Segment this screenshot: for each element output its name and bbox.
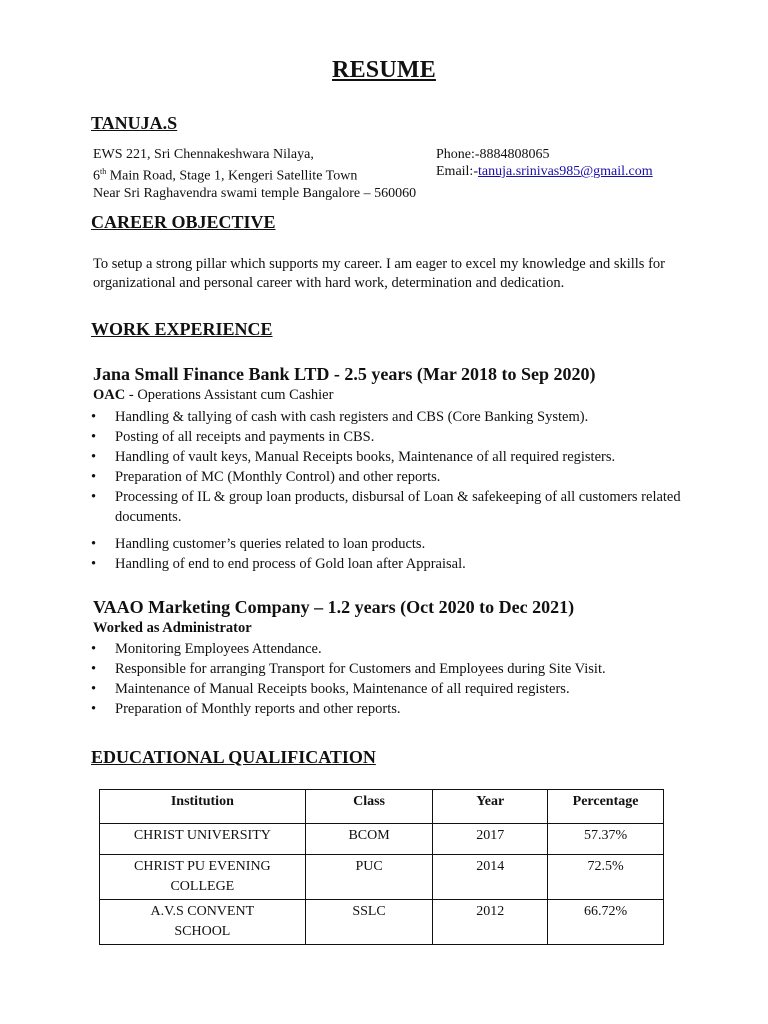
- list-item: • Processing of IL & group loan products, disbursal of Loan & safekeeping of all customers related documents.: [91, 489, 681, 525]
- list-item: • Preparation of Monthly reports and other reports.: [91, 701, 401, 717]
- education-table: [99, 789, 664, 945]
- address-block: [93, 146, 416, 202]
- column-header: Institution: [100, 790, 306, 824]
- list-item: • Preparation of MC (Monthly Control) and other reports.: [91, 469, 441, 485]
- list-item: • Handling customer’s queries related to loan products.: [91, 536, 426, 552]
- list-item: • Responsible for arranging Transport for Customers and Employees during Site Visit.: [91, 661, 606, 677]
- job-1-role: OAC - Operations Assistant cum Cashier: [93, 387, 334, 403]
- list-item: • Handling of vault keys, Manual Receipts books, Maintenance of all required registers.: [91, 449, 616, 465]
- career-objective-heading: CAREER OBJECTIVE: [91, 212, 276, 232]
- list-item: • Maintenance of Manual Receipts books, Maintenance of all required registers.: [91, 681, 570, 697]
- table-cell: 57.37%: [548, 824, 664, 855]
- contact-block: [436, 146, 653, 180]
- job-2-company: VAAO Marketing Company – 1.2 years (Oct 2020 to Dec 2021): [93, 597, 575, 617]
- table-cell: 72.5%: [548, 855, 664, 900]
- job-1-duties: [91, 407, 681, 527]
- address-line-1: EWS 221, Sri Chennakeshwara Nilaya,: [93, 147, 314, 162]
- column-header: Class: [305, 790, 433, 824]
- table-header-row: [100, 790, 664, 824]
- table-cell: CHRIST PU EVENING COLLEGE: [100, 855, 306, 900]
- job-2-role: Worked as Administrator: [93, 620, 252, 636]
- table-cell: 2014: [433, 855, 548, 900]
- table-cell: A.V.S CONVENT SCHOOL: [100, 900, 306, 945]
- table-cell: SSLC: [305, 900, 433, 945]
- address-line-2: 6th Main Road, Stage 1, Kengeri Satellite Town: [93, 167, 358, 184]
- candidate-name: TANUJA.S: [91, 113, 178, 133]
- list-item: • Posting of all receipts and payments in CBS.: [91, 429, 375, 445]
- job-1-company: Jana Small Finance Bank LTD - 2.5 years (Mar 2018 to Sep 2020): [93, 364, 596, 384]
- column-header: Year: [433, 790, 548, 824]
- table-cell: 2012: [433, 900, 548, 945]
- email-row: [436, 163, 653, 180]
- table-cell: CHRIST UNIVERSITY: [100, 824, 306, 855]
- table-cell: PUC: [305, 855, 433, 900]
- list-item: • Handling & tallying of cash with cash registers and CBS (Core Banking System).: [91, 409, 589, 425]
- email-link[interactable]: tanuja.srinivas985@gmail.com: [478, 164, 653, 179]
- table-row: [100, 900, 664, 945]
- list-item: • Handling of end to end process of Gold loan after Appraisal.: [91, 556, 466, 572]
- column-header: Percentage: [548, 790, 664, 824]
- email-label: Email:-: [436, 164, 478, 179]
- resume-title: RESUME: [332, 57, 436, 83]
- table-cell: 66.72%: [548, 900, 664, 945]
- job-1-duties-continued: [91, 534, 681, 574]
- education-heading: EDUCATIONAL QUALIFICATION: [91, 747, 376, 767]
- phone-text: Phone:-8884808065: [436, 147, 550, 162]
- table-row: [100, 824, 664, 855]
- career-objective-text: To setup a strong pillar which supports my career. I am eager to excel my knowledge and skills for organizational and personal career with hard work, determination and dedication.: [93, 256, 665, 291]
- job-2-duties: [91, 639, 681, 719]
- work-experience-heading: WORK EXPERIENCE: [91, 319, 273, 339]
- address-line-3: Near Sri Raghavendra swami temple Bangalore – 560060: [93, 185, 417, 201]
- table-row: [100, 855, 664, 900]
- table-cell: BCOM: [305, 824, 433, 855]
- list-item: • Monitoring Employees Attendance.: [91, 641, 322, 657]
- table-cell: 2017: [433, 824, 548, 855]
